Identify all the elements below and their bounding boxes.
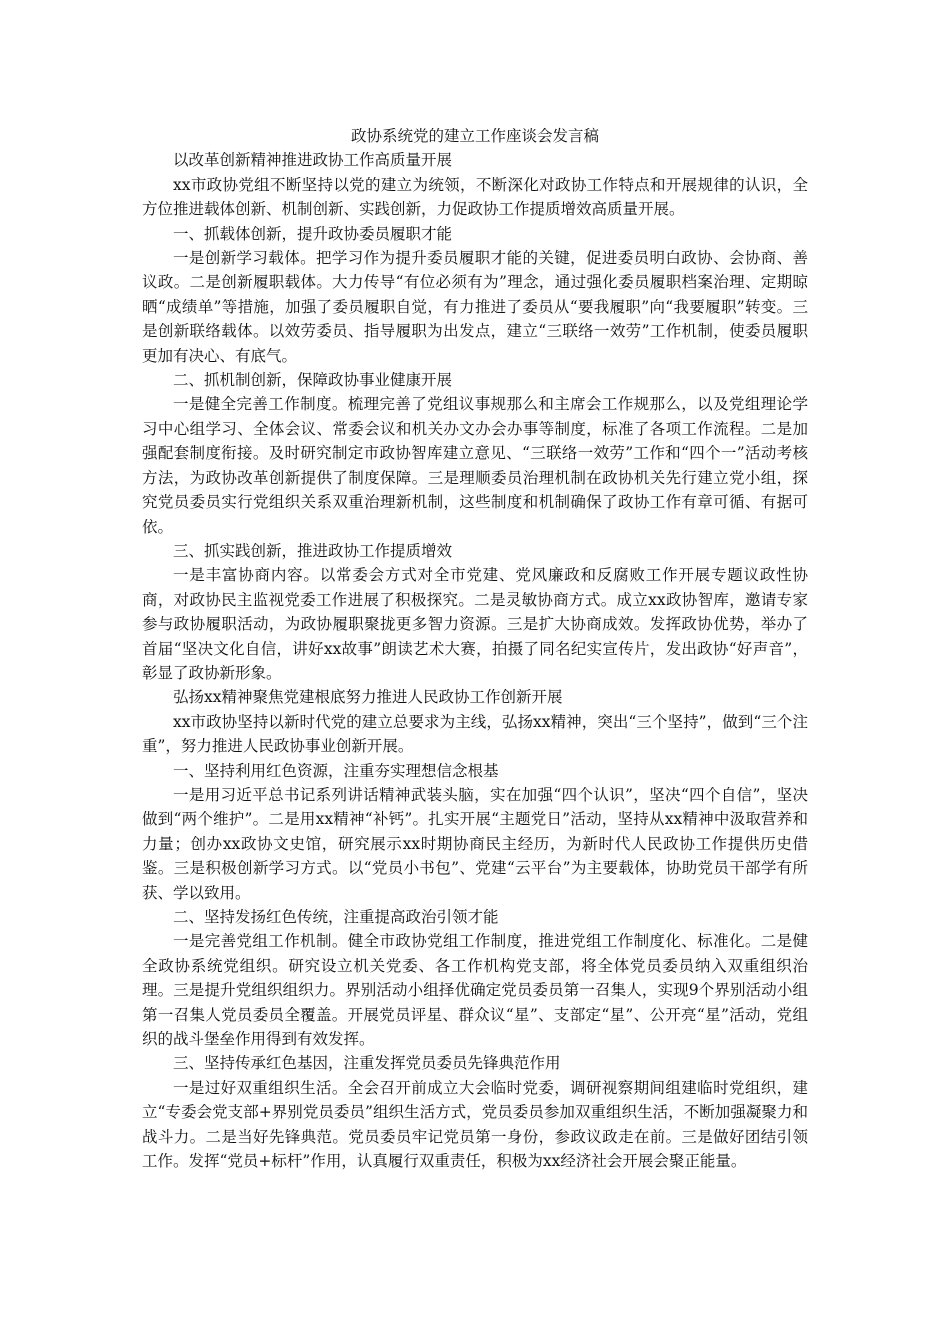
section-heading: 三、坚持传承红色基因，注重发挥党员委员先锋典范作用 [173, 1054, 561, 1073]
paragraph: 一是过好双重组织生活。全会召开前成立大会临时党委，调研视察期间组建临时党组织，建立“专委会党支部+界别党员委员”组织生活方式，党员委员参加双重组织生活，不断加强凝聚力和战斗力。二是当好先锋典范。党员委员牢记党员第一身份，参政议政走在前。三是做好团结引领工作。发挥“党员+标杆”作用，认真履行双重责任，积极为xx经济社会开展会聚正能量。 [142, 1078, 808, 1171]
document-page [142, 124, 808, 1173]
section-heading: 以改革创新精神推进政协工作高质量开展 [173, 151, 453, 170]
document-title: 政协系统党的建立工作座谈会发言稿 [350, 127, 599, 145]
paragraph: xx市政协坚持以新时代党的建立总要求为主线，弘扬xx精神，突出“三个坚持”，做到“三个注重”，努力推进人民政协事业创新开展。 [142, 712, 808, 756]
section-heading: 三、抓实践创新，推进政协工作提质增效 [173, 541, 453, 560]
paragraph: xx市政协党组不断坚持以党的建立为统领，不断深化对政协工作特点和开展规律的认识，全方位推进载体创新、机制创新、实践创新，力促政协工作提质增效高质量开展。 [142, 175, 808, 219]
section-heading: 一、抓载体创新，提升政协委员履职才能 [173, 224, 453, 243]
section-heading: 二、抓机制创新，保障政协事业健康开展 [173, 371, 453, 390]
paragraph: 一是完善党组工作机制。健全市政协党组工作制度，推进党组工作制度化、标准化。二是健全政协系统党组织。研究设立机关党委、各工作机构党支部，将全体党员委员纳入双重组织治理。三是提升党组织组织力。界别活动小组择优确定党员委员第一召集人，实现9个界别活动小组第一召集人党员委员全覆盖。开展党员评星、群众议“星”、支部定“星”、公开亮“星”活动，党组织的战斗堡垒作用得到有效发挥。 [142, 932, 808, 1049]
paragraph: 一是丰富协商内容。以常委会方式对全市党建、党风廉政和反腐败工作开展专题议政性协商，对政协民主监视党委工作进展了积极探究。二是灵敏协商方式。成立xx政协智库，邀请专家参与政协履职活动，为政协履职聚拢更多智力资源。三是扩大协商成效。发挥政协优势，举办了首届“坚决文化自信，讲好xx故事”朗读艺术大赛，拍摄了同名纪实宣传片，发出政协“好声音”，彰显了政协新形象。 [142, 566, 808, 682]
section-heading: 一、坚持利用红色资源，注重夯实理想信念根基 [173, 761, 499, 780]
section-heading: 二、坚持发扬红色传统，注重提高政治引领才能 [173, 908, 499, 926]
paragraph: 一是用习近平总书记系列讲话精神武装头脑，实在加强“四个认识”，坚决“四个自信”，坚决做到“两个维护”。二是用xx精神“补钙”。扎实开展“主题党日”活动，坚持从xx精神中汲取营养和力量；创办xx政协文史馆，研究展示xx时期协商民主经历，为新时代人民政协工作提供历史借鉴。三是积极创新学习方式。以“党员小书包”、党建“云平台”为主要载体，协助党员干部学有所获、学以致用。 [142, 785, 808, 902]
section-heading: 弘扬xx精神聚焦党建根底努力推进人民政协工作创新开展 [173, 688, 563, 707]
paragraph: 一是健全完善工作制度。梳理完善了党组议事规那么和主席会工作规那么，以及党组理论学习中心组学习、全体会议、常委会议和机关办文办会办事等制度，标准了各项工作流程。二是加强配套制度衔接。及时研究制定市政协智库建立意见、“三联络一效劳”工作和“四个一”活动考核方法，为政协改革创新提供了制度保障。三是理顺委员治理机制在政协机关先行建立党小组，探究党员委员实行党组织关系双重治理新机制，这些制度和机制确保了政协工作有章可循、有据可依。 [142, 395, 808, 536]
paragraph: 一是创新学习载体。把学习作为提升委员履职才能的关键，促进委员明白政协、会协商、善议政。二是创新履职载体。大力传导“有位必须有为”理念，通过强化委员履职档案治理、定期晾晒“成绩单”等措施，加强了委员履职自觉，有力推进了委员从“要我履职”向“我要履职”转变。三是创新联络载体。以效劳委员、指导履职为出发点，建立“三联络一效劳”工作机制，使委员履职更加有决心、有底气。 [142, 249, 808, 365]
